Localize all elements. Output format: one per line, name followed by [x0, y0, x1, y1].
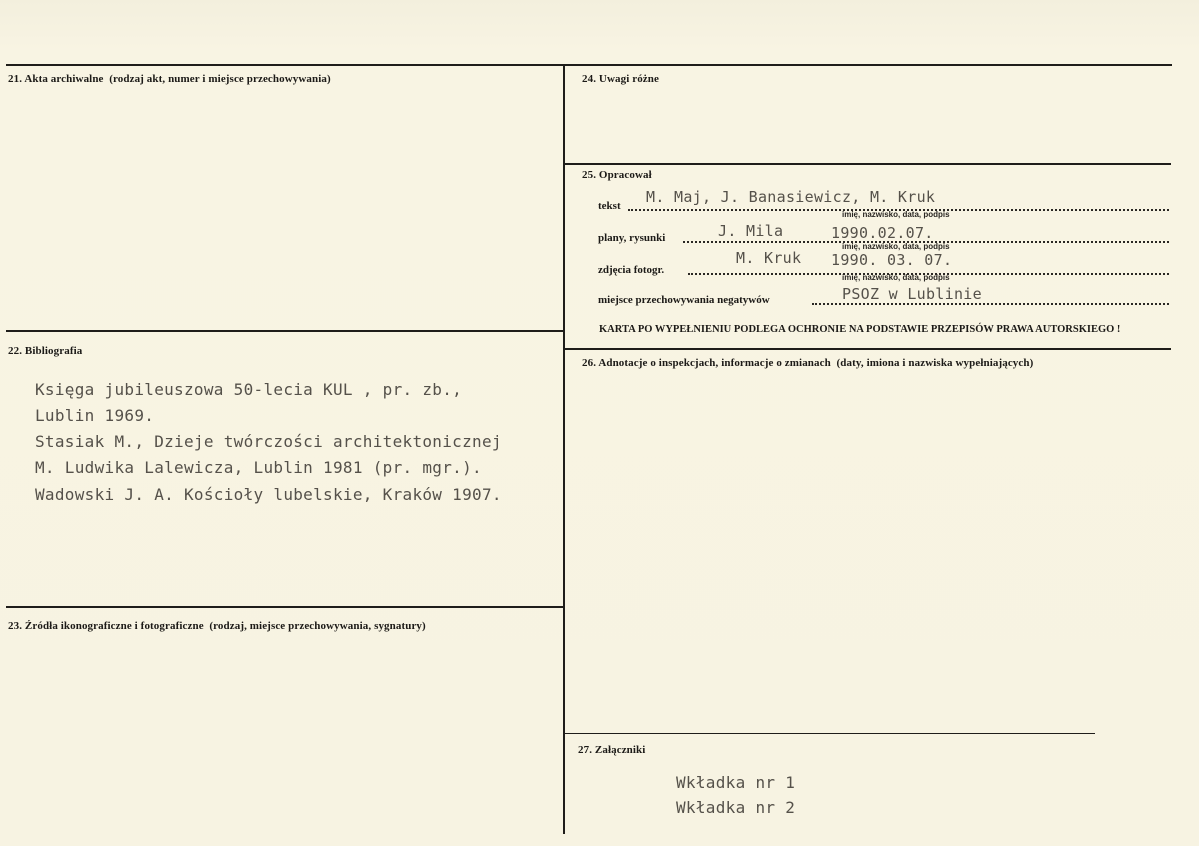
bibliography-entry: Wadowski J. A. Kościoły lubelskie, Kraków 1907.	[35, 485, 502, 504]
section-23-heading: 23. Źródła ikonograficzne i fotograficzne (rodzaj, miejsce przechowywania, sygnatury)	[8, 620, 426, 632]
label-negatywy: miejsce przechowywania negatywów	[598, 294, 770, 306]
value-zdjecia: M. Kruk	[736, 249, 802, 267]
value-plany: J. Mila	[718, 222, 784, 240]
divider-25-26	[565, 348, 1171, 350]
value-negatywy: PSOZ w Lublinie	[842, 285, 982, 303]
divider-24-25	[565, 163, 1171, 165]
section-24-heading: 24. Uwagi różne	[582, 73, 659, 85]
date-plany: 1990.02.07.	[831, 224, 934, 242]
bibliography-entry: Księga jubileuszowa 50-lecia KUL , pr. zb.,	[35, 380, 463, 399]
section-25-heading: 25. Opracował	[582, 169, 652, 181]
label-plany-rysunki: plany, rysunki	[598, 232, 666, 244]
value-tekst: M. Maj, J. Banasiewicz, M. Kruk	[646, 188, 936, 206]
section-26-heading: 26. Adnotacje o inspekcjach, informacje o zmianach (daty, imiona i nazwiska wypełniających)	[582, 357, 1034, 369]
copyright-notice: KARTA PO WYPEŁNIENIU PODLEGA OCHRONIE NA PODSTAWIE PRZEPISÓW PRAWA AUTORSKIEGO !	[599, 324, 1121, 335]
attachment-entry: Wkładka nr 2	[676, 798, 796, 817]
attachment-entry: Wkładka nr 1	[676, 773, 796, 792]
divider-21-22	[6, 330, 563, 332]
section-22-heading: 22. Bibliografia	[8, 345, 83, 357]
center-divider	[563, 64, 565, 834]
label-zdjecia: zdjęcia fotogr.	[598, 264, 665, 276]
bibliography-entry: Lublin 1969.	[35, 406, 155, 425]
top-rule	[6, 64, 1172, 66]
divider-22-23	[6, 606, 563, 608]
section-27-heading: 27. Załączniki	[578, 744, 646, 756]
bibliography-entry: M. Ludwika Lalewicza, Lublin 1981 (pr. mgr.).	[35, 458, 482, 477]
bibliography-entry: Stasiak M., Dzieje twórczości architektonicznej	[35, 432, 502, 451]
label-tekst: tekst	[598, 200, 621, 212]
date-zdjecia: 1990. 03. 07.	[831, 251, 953, 269]
section-21-heading: 21. Akta archiwalne (rodzaj akt, numer i miejsce przechowywania)	[8, 73, 331, 85]
caption-tekst: imię, nazwisko, data, podpis	[842, 210, 950, 219]
divider-26-27	[565, 733, 1095, 734]
caption-plany: imię, nazwisko, data, podpis	[842, 242, 950, 251]
caption-zdjecia: imię, nazwisko, data, podpis	[842, 273, 950, 282]
dotted-line-negatywy	[812, 303, 1169, 305]
